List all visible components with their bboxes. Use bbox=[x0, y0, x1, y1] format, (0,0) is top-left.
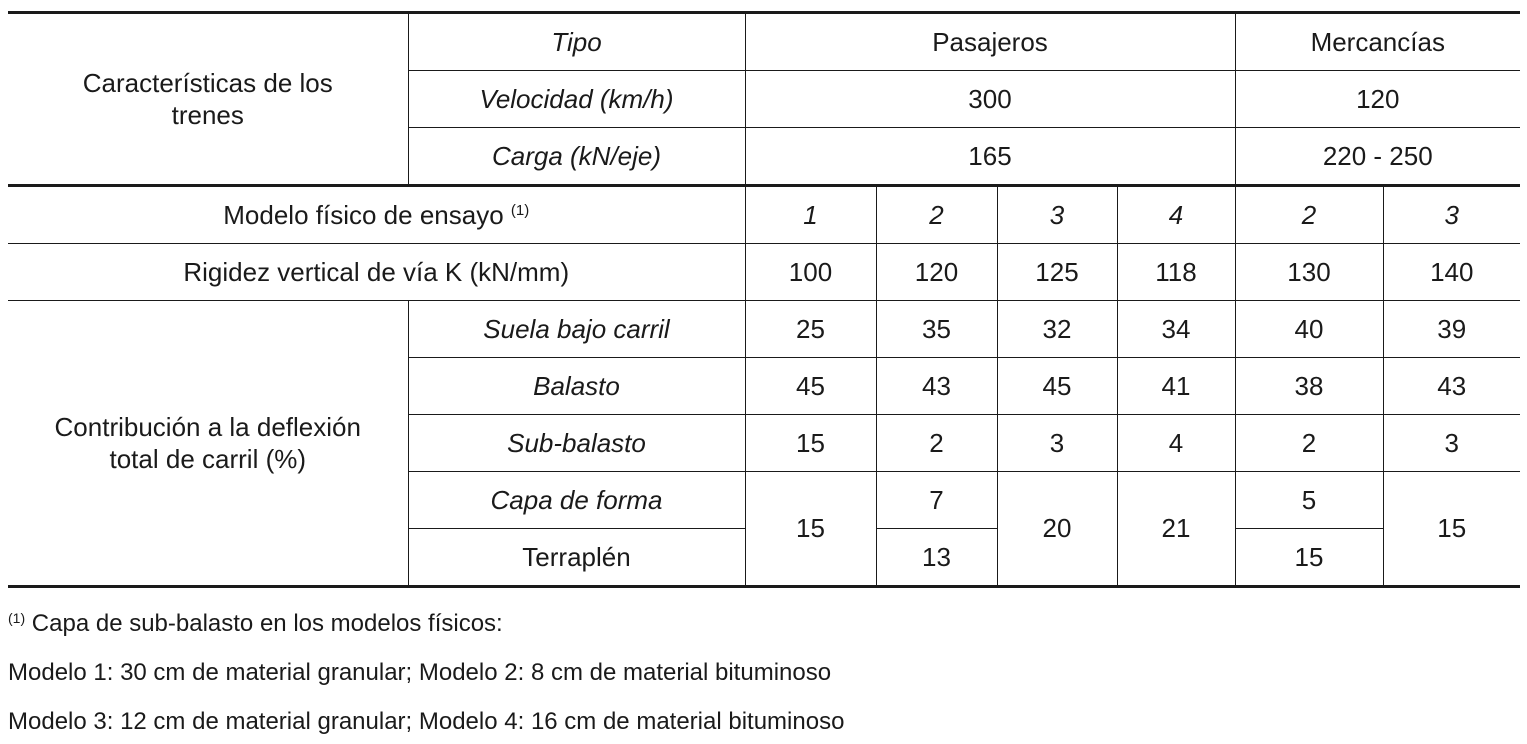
mercancias-header: Mercancías bbox=[1235, 13, 1520, 71]
carga-pasajeros: 165 bbox=[745, 128, 1235, 186]
rigidez-cell: 118 bbox=[1117, 244, 1235, 301]
footnote-mark: (1) bbox=[8, 610, 26, 626]
suela-label: Suela bajo carril bbox=[408, 301, 745, 358]
modelo-cell: 4 bbox=[1117, 186, 1235, 244]
velocidad-label: Velocidad (km/h) bbox=[408, 71, 745, 128]
velocidad-mercancias: 120 bbox=[1235, 71, 1520, 128]
capa-cell: 7 bbox=[876, 472, 997, 529]
modelo-header bbox=[8, 186, 745, 244]
capa-cell: 5 bbox=[1235, 472, 1383, 529]
modelo-cell: 3 bbox=[1383, 186, 1520, 244]
suela-cell: 34 bbox=[1117, 301, 1235, 358]
modelo-note-mark: (1) bbox=[510, 201, 530, 219]
balasto-cell: 38 bbox=[1235, 358, 1383, 415]
modelo-label: Modelo físico de ensayo bbox=[223, 199, 504, 230]
velocidad-pasajeros: 300 bbox=[745, 71, 1235, 128]
data-table-container bbox=[8, 11, 1520, 588]
balasto-cell: 45 bbox=[997, 358, 1117, 415]
carga-mercancias: 220 - 250 bbox=[1235, 128, 1520, 186]
modelo-cell: 1 bbox=[745, 186, 876, 244]
tipo-label: Tipo bbox=[408, 13, 745, 71]
subbalasto-cell: 3 bbox=[997, 415, 1117, 472]
rigidez-cell: 120 bbox=[876, 244, 997, 301]
terraplen-cell: 13 bbox=[876, 529, 997, 587]
subbalasto-cell: 2 bbox=[876, 415, 997, 472]
balasto-cell: 41 bbox=[1117, 358, 1235, 415]
train-characteristics-table bbox=[8, 11, 1520, 588]
footnote-line: Modelo 3: 12 cm de material granular; Modelo 4: 16 cm de material bituminoso bbox=[8, 708, 845, 735]
terraplen-label: Terraplén bbox=[408, 529, 745, 587]
suela-cell: 39 bbox=[1383, 301, 1520, 358]
rigidez-cell: 130 bbox=[1235, 244, 1383, 301]
contribucion-header: Contribución a la deflexión total de carril (%) bbox=[8, 301, 408, 587]
table-row-rigidez bbox=[8, 244, 1520, 301]
footnote-line: Modelo 1: 30 cm de material granular; Modelo 2: 8 cm de material bituminoso bbox=[8, 659, 832, 686]
balasto-cell: 43 bbox=[1383, 358, 1520, 415]
subbalasto-cell: 4 bbox=[1117, 415, 1235, 472]
table-row-tipo bbox=[8, 13, 1520, 71]
rigidez-cell: 100 bbox=[745, 244, 876, 301]
modelo-cell: 2 bbox=[876, 186, 997, 244]
suela-cell: 25 bbox=[745, 301, 876, 358]
carga-label: Carga (kN/eje) bbox=[408, 128, 745, 186]
terraplen-cell: 15 bbox=[1235, 529, 1383, 587]
characteristics-header: Características de los trenes bbox=[8, 13, 408, 186]
suela-cell: 35 bbox=[876, 301, 997, 358]
balasto-cell: 43 bbox=[876, 358, 997, 415]
pasajeros-header: Pasajeros bbox=[745, 13, 1235, 71]
footnote-text: Capa de sub-balasto en los modelos físicos: bbox=[31, 610, 503, 637]
subbalasto-cell: 2 bbox=[1235, 415, 1383, 472]
rigidez-cell: 140 bbox=[1383, 244, 1520, 301]
table-row-suela bbox=[8, 301, 1520, 358]
footnote-line bbox=[8, 612, 503, 636]
capa-terraplen-cell: 15 bbox=[745, 472, 876, 587]
subbalasto-label: Sub-balasto bbox=[408, 415, 745, 472]
rigidez-label: Rigidez vertical de vía K (kN/mm) bbox=[8, 244, 745, 301]
table-row-modelo bbox=[8, 186, 1520, 244]
subbalasto-cell: 15 bbox=[745, 415, 876, 472]
capa-terraplen-cell: 21 bbox=[1117, 472, 1235, 587]
subbalasto-cell: 3 bbox=[1383, 415, 1520, 472]
balasto-label: Balasto bbox=[408, 358, 745, 415]
capa-terraplen-cell: 15 bbox=[1383, 472, 1520, 587]
capa-label: Capa de forma bbox=[408, 472, 745, 529]
suela-cell: 32 bbox=[997, 301, 1117, 358]
modelo-cell: 2 bbox=[1235, 186, 1383, 244]
suela-cell: 40 bbox=[1235, 301, 1383, 358]
modelo-cell: 3 bbox=[997, 186, 1117, 244]
capa-terraplen-cell: 20 bbox=[997, 472, 1117, 587]
balasto-cell: 45 bbox=[745, 358, 876, 415]
rigidez-cell: 125 bbox=[997, 244, 1117, 301]
